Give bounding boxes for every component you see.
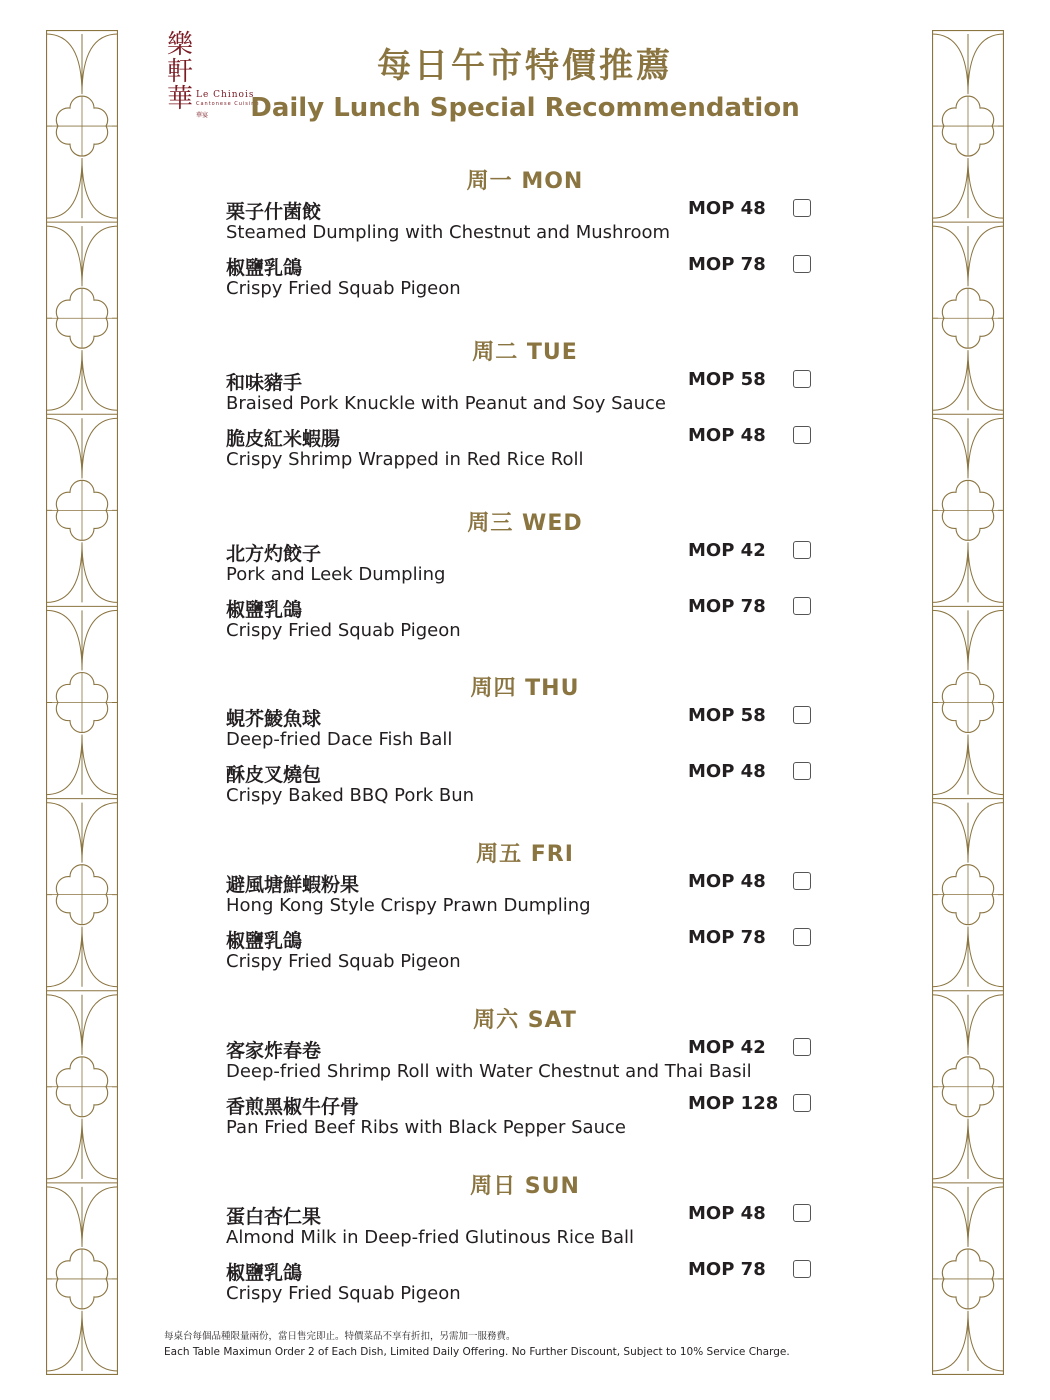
- order-checkbox[interactable]: [793, 928, 811, 946]
- day-heading-mon: 周一 MON: [466, 169, 584, 194]
- dish-name-chinese: 椒鹽乳鴿: [226, 930, 303, 952]
- order-checkbox[interactable]: [793, 1260, 811, 1278]
- day-heading-tue: 周二 TUE: [472, 340, 578, 365]
- dish-name-english: Crispy Shrimp Wrapped in Red Rice Roll: [226, 449, 584, 470]
- logo-calligraphy: 樂軒華: [166, 30, 193, 114]
- dish-name-chinese: 北方灼餃子: [226, 543, 322, 565]
- dish-name-english: Deep-fried Dace Fish Ball: [226, 729, 453, 750]
- dish-price: MOP 48: [688, 198, 766, 219]
- logo-chinese-name: 華宴: [196, 112, 209, 119]
- dish-price: MOP 78: [688, 1259, 766, 1280]
- dish-name-english: Crispy Baked BBQ Pork Bun: [226, 785, 475, 806]
- dish-price: MOP 48: [688, 761, 766, 782]
- dish-name-english: Crispy Fried Squab Pigeon: [226, 951, 461, 972]
- order-checkbox[interactable]: [793, 541, 811, 559]
- dish-name-english: Braised Pork Knuckle with Peanut and Soy Sauce: [226, 393, 666, 414]
- dish-price: MOP 78: [688, 927, 766, 948]
- page-title-chinese: 每日午市特價推薦: [377, 46, 673, 86]
- dish-name-english: Deep-fried Shrimp Roll with Water Chestnut and Thai Basil: [226, 1061, 752, 1082]
- dish-name-chinese: 蛋白杏仁果: [226, 1206, 322, 1228]
- dish-price: MOP 78: [688, 596, 766, 617]
- dish-name-chinese: 酥皮叉燒包: [226, 764, 322, 786]
- footnote-chinese: 每桌台每個品種限量兩份，當日售完即止。特價菜品不享有折扣，另需加一服務費。: [164, 1331, 516, 1342]
- order-checkbox[interactable]: [793, 1204, 811, 1222]
- order-checkbox[interactable]: [793, 199, 811, 217]
- order-checkbox[interactable]: [793, 1094, 811, 1112]
- dish-price: MOP 48: [688, 871, 766, 892]
- dish-name-chinese: 和味豬手: [226, 372, 303, 394]
- order-checkbox[interactable]: [793, 872, 811, 890]
- dish-price: MOP 58: [688, 369, 766, 390]
- dish-name-chinese: 脆皮紅米蝦腸: [226, 428, 341, 450]
- day-heading-wed: 周三 WED: [467, 511, 583, 536]
- dish-price: MOP 48: [688, 425, 766, 446]
- day-heading-thu: 周四 THU: [470, 676, 580, 701]
- dish-name-chinese: 栗子什菌餃: [226, 201, 322, 223]
- order-checkbox[interactable]: [793, 426, 811, 444]
- dish-name-chinese: 客家炸春卷: [226, 1040, 322, 1062]
- dish-name-chinese: 香煎黑椒牛仔骨: [226, 1096, 360, 1118]
- dish-name-english: Steamed Dumpling with Chestnut and Mushroom: [226, 222, 670, 243]
- order-checkbox[interactable]: [793, 706, 811, 724]
- dish-name-chinese: 避風塘鮮蝦粉果: [226, 874, 360, 896]
- logo-subtitle: Cantonese Cuisine: [196, 101, 260, 107]
- day-heading-fri: 周五 FRI: [476, 842, 574, 867]
- page-title-english: Daily Lunch Special Recommendation: [250, 93, 800, 123]
- dish-name-english: Hong Kong Style Crispy Prawn Dumpling: [226, 895, 591, 916]
- dish-name-english: Pork and Leek Dumpling: [226, 564, 446, 585]
- dish-name-english: Crispy Fried Squab Pigeon: [226, 620, 461, 641]
- dish-name-english: Crispy Fried Squab Pigeon: [226, 1283, 461, 1304]
- dish-price: MOP 58: [688, 705, 766, 726]
- dish-price: MOP 42: [688, 1037, 766, 1058]
- dish-name-chinese: 蜆芥鯪魚球: [226, 708, 322, 730]
- order-checkbox[interactable]: [793, 255, 811, 273]
- dish-price: MOP 48: [688, 1203, 766, 1224]
- order-checkbox[interactable]: [793, 597, 811, 615]
- order-checkbox[interactable]: [793, 1038, 811, 1056]
- footnote-english: Each Table Maximun Order 2 of Each Dish, Limited Daily Offering. No Further Discount, Subject to 10% Service Charge.: [164, 1346, 790, 1358]
- day-heading-sun: 周日 SUN: [470, 1174, 580, 1199]
- dish-name-chinese: 椒鹽乳鴿: [226, 1262, 303, 1284]
- dish-name-english: Almond Milk in Deep-fried Glutinous Rice Ball: [226, 1227, 635, 1248]
- dish-price: MOP 42: [688, 540, 766, 561]
- order-checkbox[interactable]: [793, 370, 811, 388]
- dish-name-chinese: 椒鹽乳鴿: [226, 599, 303, 621]
- dish-name-chinese: 椒鹽乳鴿: [226, 257, 303, 279]
- dish-price: MOP 78: [688, 254, 766, 275]
- dish-price: MOP 128: [688, 1093, 779, 1114]
- logo-brand-name: Le Chinois: [196, 90, 255, 100]
- day-heading-sat: 周六 SAT: [473, 1008, 577, 1033]
- order-checkbox[interactable]: [793, 762, 811, 780]
- dish-name-english: Pan Fried Beef Ribs with Black Pepper Sauce: [226, 1117, 626, 1138]
- dish-name-english: Crispy Fried Squab Pigeon: [226, 278, 461, 299]
